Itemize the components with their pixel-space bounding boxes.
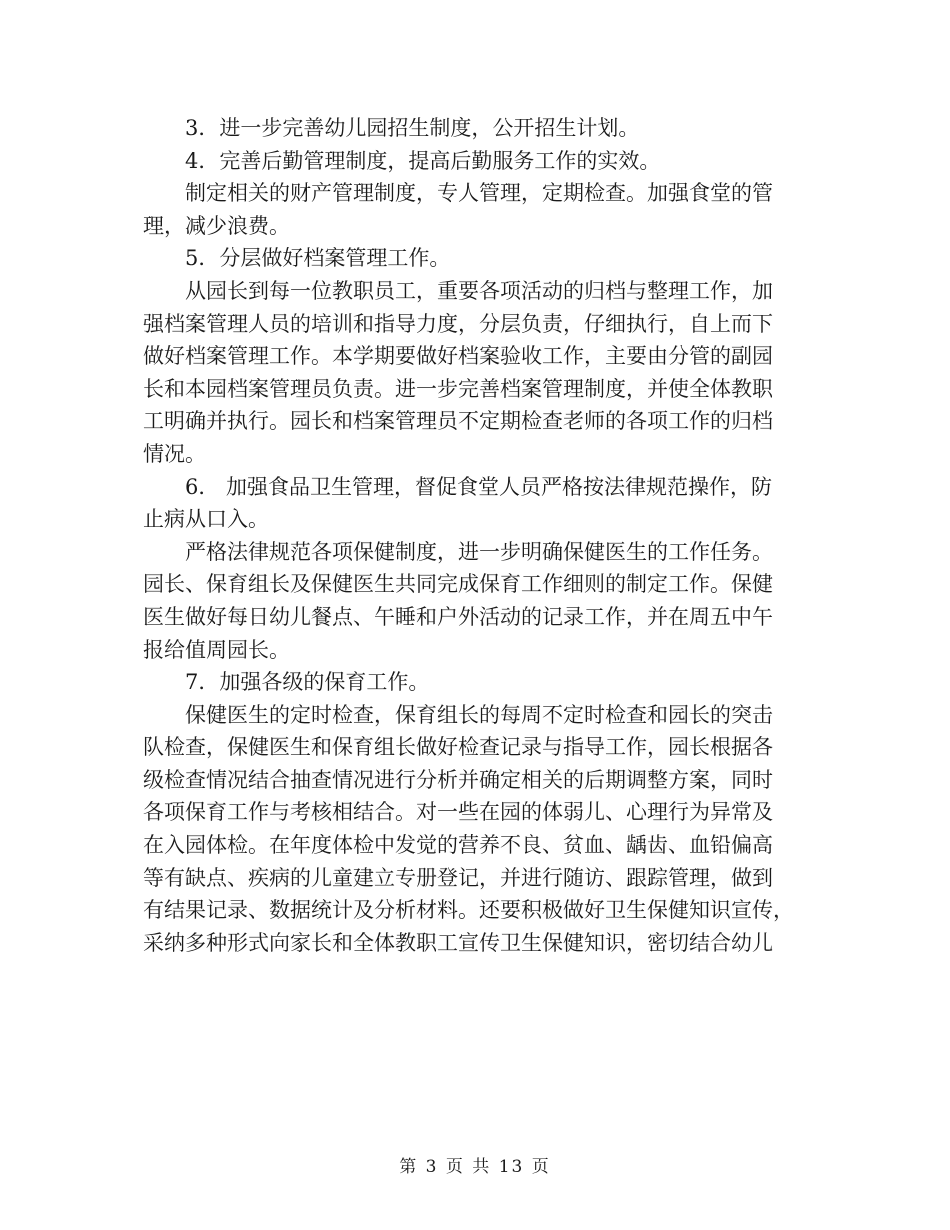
paragraph-line: 长和本园档案管理员负责。进一步完善档案管理制度，并使全体教职: [143, 376, 773, 401]
paragraph-line: 制定相关的财产管理制度，专人管理，定期检查。加强食堂的管: [185, 181, 773, 206]
paragraph-line: 6． 加强食品卫生管理，督促食堂人员严格按法律规范操作，防: [185, 474, 773, 499]
paragraph: [143, 275, 807, 471]
document-body: [143, 112, 807, 959]
paragraph-line: 有结果记录、数据统计及分析材料。还要积极做好卫生保健知识宣传，: [143, 898, 794, 923]
paragraph-line: 强档案管理人员的培训和指导力度，分层负责，仔细执行，自上而下: [143, 311, 773, 336]
paragraph-line: 采纳多种形式向家长和全体教职工宣传卫生保健知识，密切结合幼儿: [143, 930, 773, 955]
paragraph-line: 各项保育工作与考核相结合。对一些在园的体弱儿、心理行为异常及: [143, 800, 773, 825]
paragraph-line: 报给值周园长。: [143, 637, 290, 662]
paragraph-line: 工明确并执行。园长和档案管理员不定期检查老师的各项工作的归档: [143, 409, 773, 434]
paragraph-line: 止病从口入。: [143, 507, 269, 532]
page-number-footer: 第 3 页 共 13 页: [399, 1157, 551, 1177]
paragraph: [143, 699, 807, 960]
paragraph-line: 保健医生的定时检查，保育组长的每周不定时检查和园长的突击: [185, 702, 773, 727]
paragraph: [143, 471, 807, 536]
paragraph: [143, 536, 807, 666]
paragraph-line: 级检查情况结合抽查情况进行分析并确定相关的后期调整方案，同时: [143, 767, 773, 792]
paragraph: [143, 112, 807, 145]
paragraph: [143, 145, 807, 178]
paragraph-line: 4．完善后勤管理制度，提高后勤服务工作的实效。: [185, 148, 661, 173]
paragraph-line: 情况。: [143, 441, 206, 466]
paragraph-line: 3．进一步完善幼儿园招生制度，公开招生计划。: [185, 116, 640, 140]
paragraph-line: 7．加强各级的保育工作。: [185, 670, 430, 695]
paragraph-line: 在入园体检。在年度体检中发觉的营养不良、贫血、龋齿、血铅偏高: [143, 833, 773, 858]
paragraph: [143, 666, 807, 699]
paragraph-line: 严格法律规范各项保健制度，进一步明确保健医生的工作任务。: [185, 539, 773, 564]
paragraph-line: 理，减少浪费。: [143, 213, 290, 238]
paragraph-line: 5．分层做好档案管理工作。: [185, 246, 451, 271]
paragraph: [143, 177, 807, 242]
paragraph-line: 从园长到每一位教职员工，重要各项活动的归档与整理工作，加: [185, 278, 773, 303]
paragraph-line: 医生做好每日幼儿餐点、午睡和户外活动的记录工作，并在周五中午: [143, 604, 773, 629]
paragraph-line: 园长、保育组长及保健医生共同完成保育工作细则的制定工作。保健: [143, 572, 773, 597]
paragraph-line: 队检查，保健医生和保育组长做好检查记录与指导工作，园长根据各: [143, 735, 773, 760]
paragraph-line: 做好档案管理工作。本学期要做好档案验收工作，主要由分管的副园: [143, 344, 773, 369]
paragraph-line: 等有缺点、疾病的儿童建立专册登记，并进行随访、跟踪管理，做到: [143, 865, 773, 890]
paragraph: [143, 242, 807, 275]
